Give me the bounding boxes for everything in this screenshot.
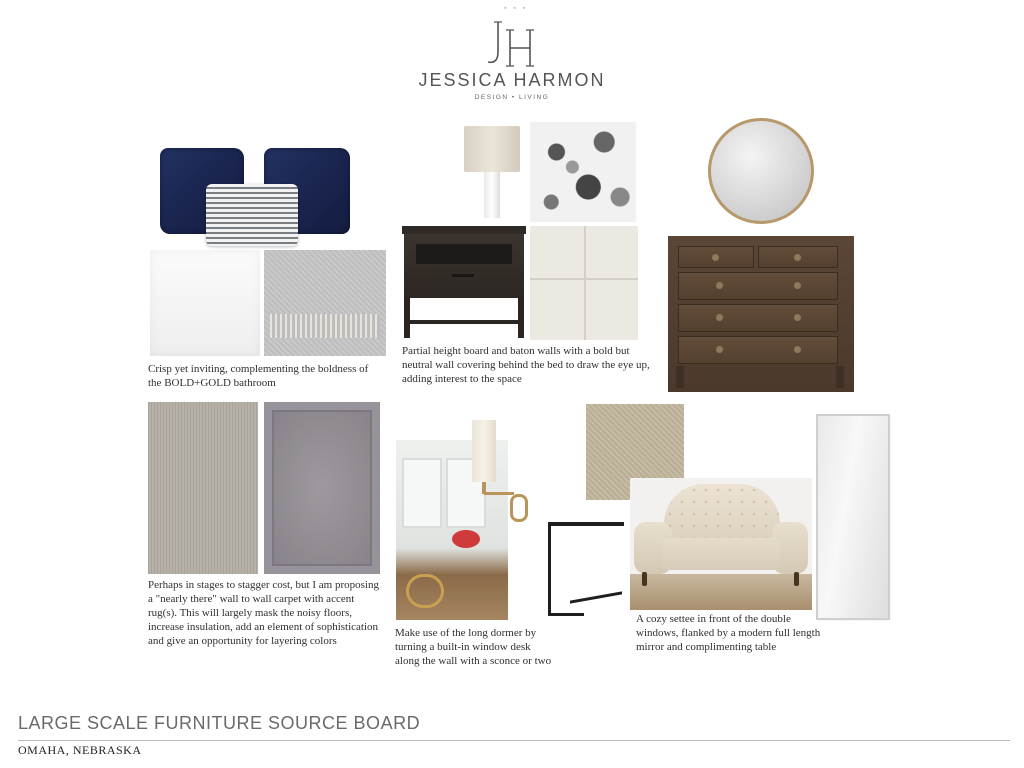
dark-wood-nightstand-image [402,226,526,338]
footer-divider [18,740,1010,741]
settee-caption: A cozy settee in front of the double windows, flanked by a modern full length mirror and complimenting table [636,613,821,653]
rugs-caption: Perhaps in stages to stagger cost, but I am proposing a "nearly there" wall to wall carpet with accent rug(s). This will largely mask the noisy floors, increase insulation, add an element of sophistication and give an opportunity for layering colors [148,579,379,647]
board-and-batten-wall-image [530,226,638,340]
black-c-side-table-image [546,520,626,618]
wood-dresser-image [668,236,854,392]
walls-caption: Partial height board and baton walls with a bold but neutral wall covering behind the bed to draw the eye up, adding interest to the space [402,345,650,385]
brand-tagline: DESIGN • LIVING [474,94,550,101]
project-location: OMAHA, NEBRASKA [18,743,142,757]
floral-wallpaper-swatch [530,122,636,222]
table-lamp-image [462,124,522,222]
gray-throw-blanket-image [264,250,386,356]
bedding-caption: Crisp yet inviting, complementing the boldness of the BOLD+GOLD bathroom [148,363,369,389]
white-duvet-image [150,250,260,356]
round-brass-mirror-image [708,118,814,224]
jh-monogram-logo [482,18,542,72]
brand-name: JESSICA HARMON [418,70,606,90]
board-title: LARGE SCALE FURNITURE SOURCE BOARD [18,713,421,733]
top-dots: • • • [503,4,528,13]
textured-carpet-swatch [148,402,258,574]
dormer-caption: Make use of the long dormer by turning a built-in window desk along the wall with a sconce or two [395,627,552,667]
accent-rug-image [264,402,380,574]
full-length-floor-mirror-image [818,416,888,618]
striped-lumbar-pillow [206,184,298,246]
brass-wall-sconce-image [470,418,534,524]
tufted-settee-photo [630,478,812,610]
